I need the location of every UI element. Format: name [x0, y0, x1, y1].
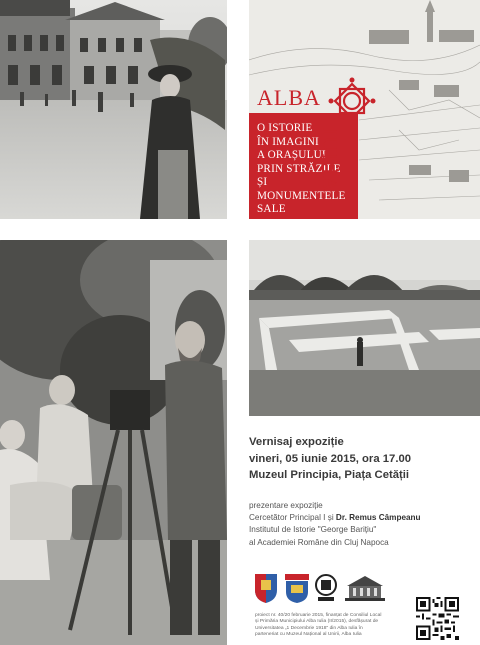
qr-code-icon[interactable]	[416, 597, 459, 640]
subtitle-line-3: A ORAȘULUI	[257, 149, 326, 161]
rosette-icon	[327, 76, 377, 126]
presenter-intro: prezentare expoziție	[249, 501, 323, 510]
university-crest-icon	[283, 572, 311, 604]
presenter-info	[249, 500, 480, 549]
subtitle-line-4: PRIN STRĂZILE	[257, 162, 341, 175]
partner-logos	[253, 572, 403, 606]
photo-excavation-ruins	[249, 240, 480, 416]
presenter-role: Cercetător Principal I	[249, 513, 326, 523]
photo-street-scene	[0, 0, 227, 219]
footnote-line-1: proiect nr. 40/20 februarie 2015, finanțat de Consiliul Local	[255, 613, 382, 618]
footnote-line-3: Universitatea „1 Decembrie 1918" din Alba Iulia în	[255, 625, 363, 631]
subtitle-line-5: ȘI MONUMENTELE	[257, 176, 346, 202]
event-datetime: vineri, 05 iunie 2015, ora 17.00	[249, 452, 412, 465]
subtitle-line-1: O ISTORIE	[257, 122, 313, 134]
subtitle-line-6: SALE	[257, 203, 286, 215]
title-word-alba: ALBA	[257, 85, 321, 110]
presenter-academy: al Academiei Române din Cluj Napoca	[249, 537, 389, 547]
project-footnote	[255, 613, 415, 639]
title-word-iulia: IULIA	[318, 128, 343, 193]
subtitle-line-2: ÎN IMAGINI	[257, 135, 319, 148]
footnote-line-4: parteneriat cu Muzeul Național al Unirii, Alba Iulia	[255, 632, 362, 638]
photo-photographer-family	[0, 240, 227, 645]
presenter-institute: Institutul de Istorie "George Barițiu"	[249, 525, 377, 535]
building-logo-icon	[343, 572, 387, 604]
title-panel	[249, 0, 480, 219]
footnote-line-2: și Primăria Municipiului Alba Iulia (II/2015), desfășurat de	[255, 619, 379, 625]
event-venue: Muzeul Principia, Piața Cetății	[249, 469, 410, 481]
event-info	[249, 434, 480, 484]
museum-logo-icon	[315, 572, 337, 604]
event-title: Vernisaj expoziție	[249, 436, 344, 448]
coat-of-arms-icon	[253, 572, 279, 604]
presenter-name: Dr. Remus Câmpeanu	[335, 513, 421, 523]
presenter-role-line: Cercetător Principal I și Dr. Remus Câmpeanu	[249, 513, 421, 523]
